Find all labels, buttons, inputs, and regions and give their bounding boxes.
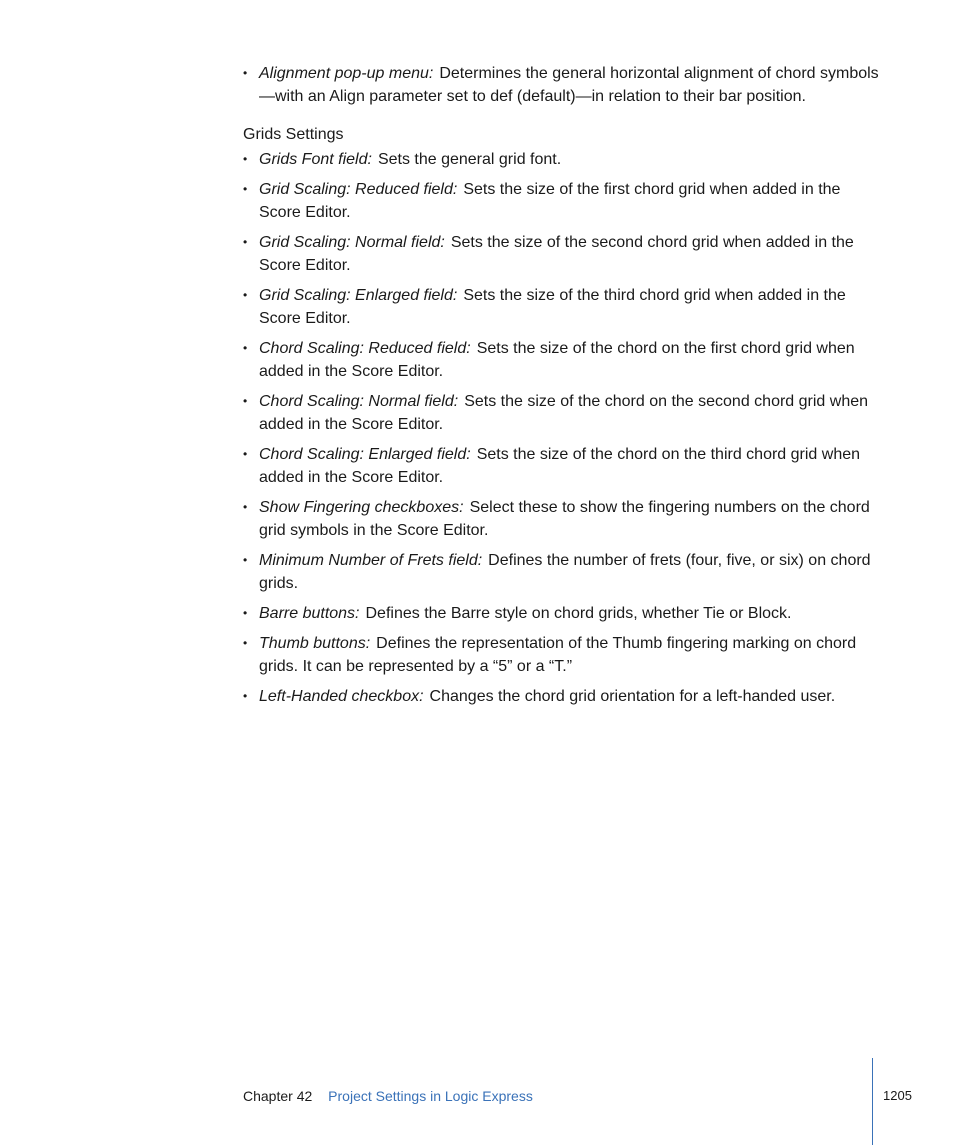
bullet-icon: • bbox=[243, 606, 248, 620]
bullet-icon: • bbox=[243, 447, 248, 461]
bullet-icon: • bbox=[243, 152, 248, 166]
bullet-icon: • bbox=[243, 66, 248, 80]
item-description: Sets the size of the chord on the third chord grid when added in the Score Editor. bbox=[259, 446, 861, 486]
item-term: Thumb buttons: bbox=[259, 635, 371, 652]
item-term: Chord Scaling: Enlarged field: bbox=[259, 446, 471, 463]
item-term: Alignment pop-up menu: bbox=[259, 65, 434, 82]
bullet-icon: • bbox=[243, 288, 248, 302]
item-description: Sets the general grid font. bbox=[377, 151, 562, 168]
bullet-icon: • bbox=[243, 636, 248, 650]
list-item bbox=[243, 685, 883, 708]
item-term: Minimum Number of Frets field: bbox=[259, 552, 483, 569]
list-item bbox=[243, 178, 883, 224]
item-term: Grid Scaling: Normal field: bbox=[259, 234, 445, 251]
footer-divider bbox=[872, 1058, 873, 1145]
item-term: Chord Scaling: Reduced field: bbox=[259, 340, 471, 357]
list-item bbox=[243, 496, 883, 542]
list-item bbox=[243, 148, 883, 171]
list-item bbox=[243, 549, 883, 595]
list-item bbox=[243, 390, 883, 436]
item-description: Changes the chord grid orientation for a left-handed user. bbox=[429, 688, 836, 705]
item-description: Sets the size of the chord on the second chord grid when added in the Score Editor. bbox=[259, 393, 869, 433]
bullet-icon: • bbox=[243, 689, 248, 703]
item-term: Left-Handed checkbox: bbox=[259, 688, 424, 705]
footer-chapter-title[interactable]: Project Settings in Logic Express bbox=[328, 1088, 533, 1104]
item-description: Sets the size of the second chord grid when added in the Score Editor. bbox=[259, 234, 854, 274]
list-item bbox=[243, 284, 883, 330]
item-description: Defines the representation of the Thumb fingering marking on chord grids. It can be represented by a “5” or a “T.” bbox=[259, 635, 857, 675]
page-number: 1205 bbox=[883, 1088, 912, 1103]
list-item bbox=[243, 231, 883, 277]
item-description: Defines the Barre style on chord grids, whether Tie or Block. bbox=[365, 605, 792, 622]
section-heading: Grids Settings bbox=[243, 126, 344, 143]
item-term: Grids Font field: bbox=[259, 151, 372, 168]
bullet-icon: • bbox=[243, 500, 248, 514]
list-item bbox=[243, 443, 883, 489]
bullet-icon: • bbox=[243, 235, 248, 249]
item-term: Grid Scaling: Reduced field: bbox=[259, 181, 458, 198]
bullet-icon: • bbox=[243, 394, 248, 408]
item-description: Sets the size of the first chord grid when added in the Score Editor. bbox=[259, 181, 841, 221]
list-item bbox=[243, 602, 883, 625]
item-description: Sets the size of the chord on the first chord grid when added in the Score Editor. bbox=[259, 340, 855, 380]
item-term: Show Fingering checkboxes: bbox=[259, 499, 464, 516]
grids-bullet-list bbox=[243, 148, 883, 708]
footer-chapter-label: Chapter 42 bbox=[243, 1088, 313, 1104]
list-item bbox=[243, 62, 883, 108]
item-description: Defines the number of frets (four, five, or six) on chord grids. bbox=[259, 552, 871, 592]
item-term: Grid Scaling: Enlarged field: bbox=[259, 287, 458, 304]
page-footer bbox=[243, 1087, 533, 1105]
page-content bbox=[243, 62, 883, 715]
item-description: Select these to show the fingering numbers on the chord grid symbols in the Score Editor. bbox=[259, 499, 870, 539]
bullet-icon: • bbox=[243, 553, 248, 567]
top-bullet-list bbox=[243, 62, 883, 108]
list-item bbox=[243, 632, 883, 678]
item-term: Chord Scaling: Normal field: bbox=[259, 393, 459, 410]
item-term: Barre buttons: bbox=[259, 605, 360, 622]
list-item bbox=[243, 337, 883, 383]
bullet-icon: • bbox=[243, 341, 248, 355]
bullet-icon: • bbox=[243, 182, 248, 196]
item-description: Determines the general horizontal alignment of chord symbols—with an Align parameter set to def (default)—in relation to their bar position. bbox=[259, 65, 879, 105]
item-description: Sets the size of the third chord grid when added in the Score Editor. bbox=[259, 287, 846, 327]
